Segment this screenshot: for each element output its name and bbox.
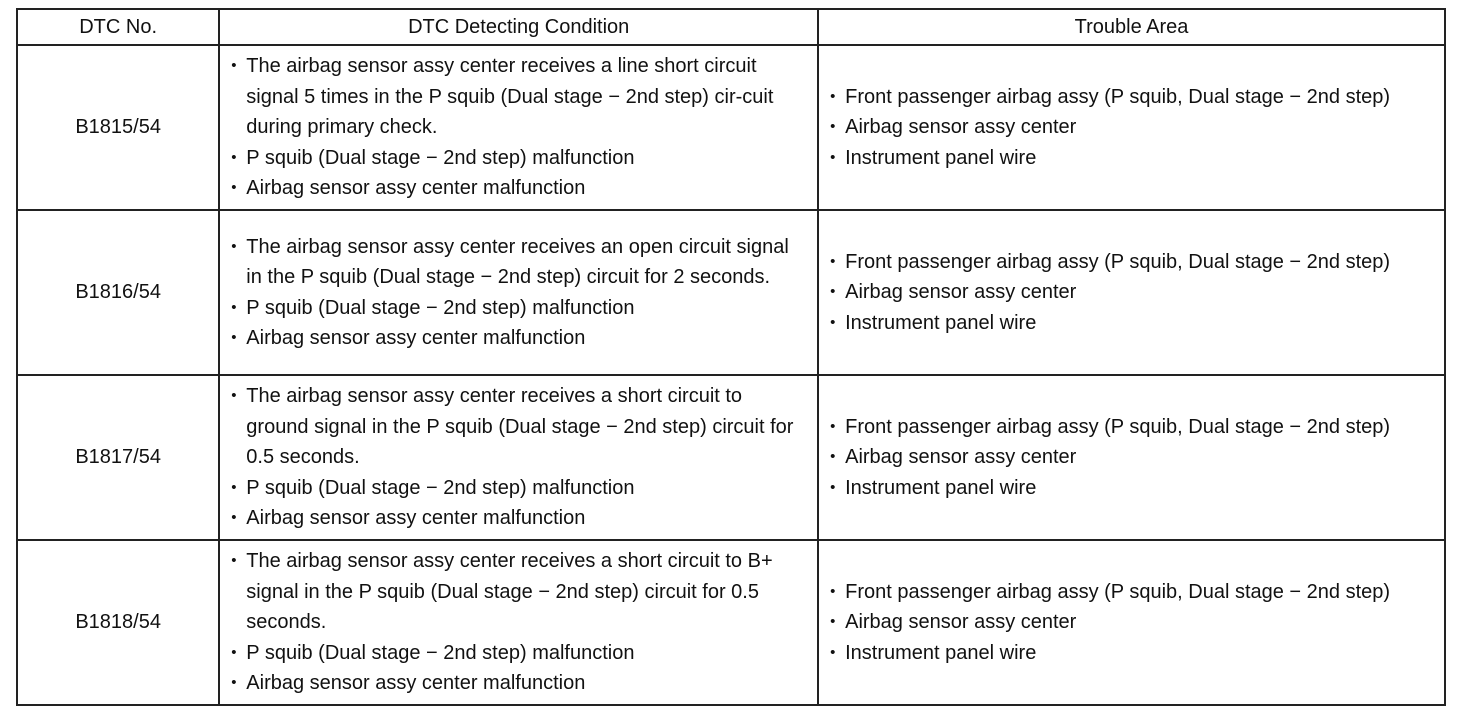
trouble-area-item: • Front passenger airbag assy (P squib, Dual stage − 2nd step)	[828, 82, 1436, 113]
trouble-area-item: • Instrument panel wire	[828, 638, 1436, 669]
table-row	[17, 375, 1445, 540]
condition-item: • P squib (Dual stage − 2nd step) malfunction	[229, 143, 809, 174]
trouble-area-item: • Instrument panel wire	[828, 143, 1436, 174]
condition-item: • P squib (Dual stage − 2nd step) malfunction	[229, 638, 809, 669]
trouble-area-list	[819, 577, 1444, 669]
trouble-area-list	[819, 412, 1444, 504]
trouble-area-item: • Front passenger airbag assy (P squib, Dual stage − 2nd step)	[828, 247, 1436, 278]
condition-item: • The airbag sensor assy center receives a line short circuit signal 5 times in the P squib (Dual stage − 2nd step) cir-cuit during primary check.	[229, 51, 809, 143]
trouble-area-item: • Instrument panel wire	[828, 308, 1436, 339]
condition-cell	[219, 540, 818, 705]
condition-cell	[219, 45, 818, 210]
condition-item: • Airbag sensor assy center malfunction	[229, 503, 809, 534]
condition-cell	[219, 375, 818, 540]
trouble-area-item: • Airbag sensor assy center	[828, 442, 1436, 473]
trouble-area-cell	[818, 210, 1445, 375]
condition-item: • Airbag sensor assy center malfunction	[229, 668, 809, 699]
condition-item: • P squib (Dual stage − 2nd step) malfunction	[229, 473, 809, 504]
condition-item: • Airbag sensor assy center malfunction	[229, 173, 809, 204]
header-dtc-no: DTC No.	[17, 9, 219, 45]
trouble-area-item: • Airbag sensor assy center	[828, 112, 1436, 143]
dtc-code-cell: B1816/54	[17, 210, 219, 375]
header-row	[17, 9, 1445, 45]
table-row	[17, 210, 1445, 375]
condition-list	[220, 381, 817, 534]
dtc-code-cell: B1818/54	[17, 540, 219, 705]
header-trouble-area: Trouble Area	[818, 9, 1445, 45]
condition-list	[220, 51, 817, 204]
dtc-code-cell: B1817/54	[17, 375, 219, 540]
trouble-area-item: • Airbag sensor assy center	[828, 607, 1436, 638]
trouble-area-item: • Front passenger airbag assy (P squib, Dual stage − 2nd step)	[828, 577, 1436, 608]
trouble-area-cell	[818, 375, 1445, 540]
condition-item: • The airbag sensor assy center receives a short circuit to ground signal in the P squib (Dual stage − 2nd step) circuit for 0.5 seconds.	[229, 381, 809, 473]
trouble-area-item: • Front passenger airbag assy (P squib, Dual stage − 2nd step)	[828, 412, 1436, 443]
trouble-area-item: • Airbag sensor assy center	[828, 277, 1436, 308]
table-row	[17, 45, 1445, 210]
dtc-table	[16, 8, 1446, 706]
condition-item: • Airbag sensor assy center malfunction	[229, 323, 809, 354]
condition-item: • The airbag sensor assy center receives a short circuit to B+ signal in the P squib (Dual stage − 2nd step) circuit for 0.5 seconds.	[229, 546, 809, 638]
condition-list	[220, 546, 817, 699]
table-row	[17, 540, 1445, 705]
trouble-area-list	[819, 82, 1444, 174]
condition-item: • The airbag sensor assy center receives an open circuit signal in the P squib (Dual stage − 2nd step) circuit for 2 seconds.	[229, 232, 809, 293]
header-detecting-condition: DTC Detecting Condition	[219, 9, 818, 45]
condition-list	[220, 232, 817, 354]
trouble-area-cell	[818, 540, 1445, 705]
dtc-code-cell: B1815/54	[17, 45, 219, 210]
trouble-area-list	[819, 247, 1444, 339]
trouble-area-cell	[818, 45, 1445, 210]
condition-item: • P squib (Dual stage − 2nd step) malfunction	[229, 293, 809, 324]
condition-cell	[219, 210, 818, 375]
trouble-area-item: • Instrument panel wire	[828, 473, 1436, 504]
